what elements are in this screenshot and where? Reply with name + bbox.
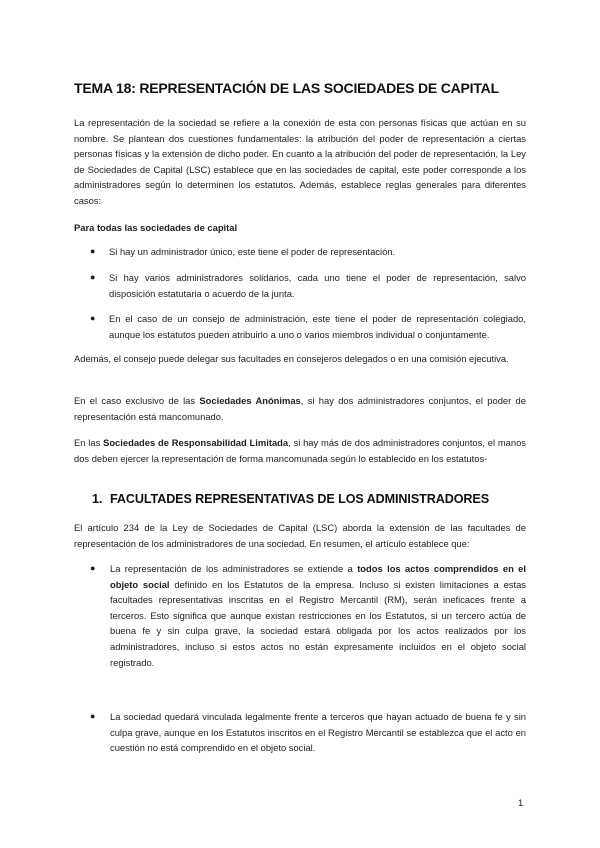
bullet-icon: ● (90, 711, 96, 721)
list-item-text: Si hay varios administradores solidarios, cada uno tiene el poder de representación, salvo disposición estatutaria o acuerdo de la junta. (109, 272, 526, 299)
list-item-text: En el caso de un consejo de administración, este tiene el poder de representación colegiado, aunque los estatutos pueden atribuirlo a uno o varios miembros individual o conjuntamente. (109, 313, 526, 340)
intro-paragraph: La representación de la sociedad se refiere a la conexión de esta con personas físicas que actúan en su nombre. Se plantean dos cuestiones fundamentales: la atribución del poder de representación a ciertas personas físicas y la extensión de dicho poder. En cuanto a la atribución del poder de representación, la Ley de Sociedades de Capital (LSC) establece que en las sociedades de capital, este poder corresponde a los administradores según lo determinen los estatutos. Además, establece reglas generales para diferentes casos: (74, 117, 526, 206)
bullet-icon: ● (90, 272, 96, 282)
section-heading (92, 492, 532, 506)
section-number: 1. (92, 492, 103, 506)
list-item (90, 270, 526, 301)
list-item (90, 561, 526, 670)
sl-paragraph (74, 435, 526, 466)
page-title: TEMA 18: REPRESENTACIÓN DE LAS SOCIEDADES DE CAPITAL (74, 80, 499, 96)
consejo-paragraph: Además, el consejo puede delegar sus facultades en consejeros delegados o en una comisión ejecutiva. (74, 353, 509, 364)
list-item-text: La sociedad quedará vinculada legalmente frente a terceros que hayan actuado de buena fe y sin culpa grave, aunque en los Estatutos inscritos en el Registro Mercantil se establezca que el acto en cuestión no está comprendido en el objeto social. (110, 711, 526, 754)
sl-pre: En las (74, 437, 104, 448)
page-number: 1 (518, 797, 524, 808)
list-item-text (110, 561, 526, 670)
list-item (90, 709, 526, 756)
list-item-text: Si hay un administrador único, este tiene el poder de representación. (109, 246, 396, 257)
lead-pre: Para (74, 222, 97, 233)
list-item-pre: La representación de los administradores se extiende a (110, 563, 358, 574)
bullet-icon: ● (90, 246, 96, 256)
section-intro-paragraph: El artículo 234 de la Ley de Sociedades de Capital (LSC) aborda la extensión de las facultades de representación de los administradores de una sociedad. En resumen, el artículo establece que: (74, 522, 526, 549)
section-title: FACULTADES REPRESENTATIVAS DE LOS ADMINISTRADORES (110, 492, 489, 506)
bullet-icon: ● (90, 313, 96, 323)
sa-post: , si hay dos administradores conjuntos, el poder de representación está mancomunado. (74, 395, 526, 422)
list-item-post: definido en los Estatutos de la empresa. Incluso si existen limitaciones a estas facultades representativas inscritas en el Registro Mercantil (RM), serán ineficaces frente a terceros. Esto significa que aunque existan restricciones en los Estatutos, si un tercero actúa de buena fe y sin culpa grave, la sociedad estará obligada por los actos realizados por los administradores, incluso si estos actos no están expresamente incluidos en el objeto social registrado. (110, 578, 526, 668)
sl-bold: Sociedades de Responsabilidad Limitada (103, 437, 289, 448)
lead-bold: todas las sociedades de capital (96, 222, 238, 233)
bullet-icon: ● (90, 563, 96, 573)
list-item (90, 311, 526, 342)
sa-paragraph (74, 393, 526, 424)
list-item (90, 244, 526, 260)
sa-bold: Sociedades Anónimas (199, 395, 301, 406)
lead-line (74, 222, 526, 233)
sl-post: , si hay más de dos administradores conjuntos, el manos dos deben ejercer la representación de forma mancomunada según lo establecido en los estatutos- (74, 437, 526, 464)
list-item-bold: todos los actos comprendidos en el objeto social (110, 563, 527, 590)
sa-pre: En el caso exclusivo de las (74, 395, 200, 406)
